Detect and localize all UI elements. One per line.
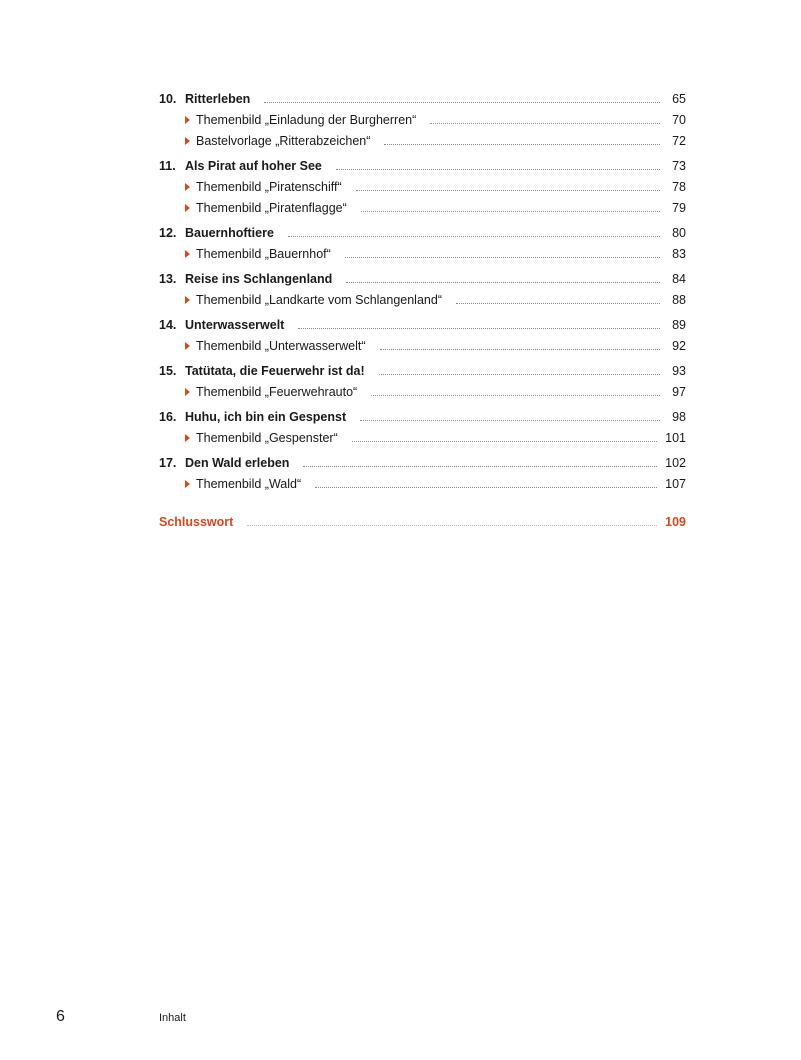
entry-title: Themenbild „Wald“: [196, 477, 302, 491]
dot-leader: [456, 303, 660, 304]
entry-page-number: 101: [665, 431, 686, 445]
entry-title: Bauernhoftiere: [185, 226, 274, 240]
toc-sub-entry: [159, 174, 686, 195]
entry-page-number: 93: [672, 364, 686, 378]
triangle-bullet-icon: [185, 250, 190, 258]
toc-sub-entry: [159, 471, 686, 492]
entry-title: Reise ins Schlangenland: [185, 272, 333, 286]
entry-title: Themenbild „Piratenschiff“: [196, 180, 342, 194]
entry-page-number: 107: [665, 477, 686, 491]
running-head: Inhalt: [159, 1012, 186, 1024]
dot-leader: [380, 349, 660, 350]
triangle-bullet-icon: [185, 137, 190, 145]
toc-chapter-entry: [159, 404, 686, 425]
chapter-number: 15.: [159, 364, 177, 378]
dot-leader: [315, 487, 657, 488]
entry-page-number: 80: [672, 226, 686, 240]
page-number: 6: [56, 1008, 65, 1025]
triangle-bullet-icon: [185, 342, 190, 350]
chapter-number: 12.: [159, 226, 177, 240]
toc-chapter-entry: [159, 86, 686, 107]
entry-page-number: 102: [665, 456, 686, 470]
entry-title: Themenbild „Bauernhof“: [196, 247, 331, 261]
dot-leader: [352, 441, 657, 442]
dot-leader: [345, 257, 660, 258]
entry-title: Bastelvorlage „Ritterabzeichen“: [196, 134, 371, 148]
chapter-number: 11.: [159, 159, 176, 173]
triangle-bullet-icon: [185, 116, 190, 124]
entry-title: Themenbild „Piratenflagge“: [196, 201, 347, 215]
chapter-number: 14.: [159, 318, 177, 332]
triangle-bullet-icon: [185, 480, 190, 488]
chapter-number: 17.: [159, 456, 177, 470]
dot-leader: [361, 211, 660, 212]
chapter-number: 13.: [159, 272, 177, 286]
entry-page-number: 65: [672, 92, 686, 106]
toc-chapter-entry: [159, 153, 686, 174]
dot-leader: [430, 123, 660, 124]
entry-title: Den Wald erleben: [185, 456, 290, 470]
toc-sub-entry: [159, 379, 686, 400]
entry-title: Themenbild „Gespenster“: [196, 431, 338, 445]
entry-page-number: 72: [672, 134, 686, 148]
toc-sub-entry: [159, 241, 686, 262]
entry-title: Schlusswort: [159, 515, 234, 529]
dot-leader: [371, 395, 660, 396]
triangle-bullet-icon: [185, 183, 190, 191]
toc-sub-entry: [159, 425, 686, 446]
entry-title: Themenbild „Landkarte vom Schlangenland“: [196, 293, 442, 307]
table-of-contents: [159, 86, 686, 530]
toc-sub-entry: [159, 107, 686, 128]
entry-title: Unterwasserwelt: [185, 318, 285, 332]
entry-page-number: 89: [672, 318, 686, 332]
entry-page-number: 109: [665, 515, 686, 529]
dot-leader: [336, 169, 660, 170]
toc-final-entry: [159, 509, 686, 530]
entry-page-number: 88: [672, 293, 686, 307]
toc-chapter-entry: [159, 358, 686, 379]
entry-page-number: 98: [672, 410, 686, 424]
entry-title: Tatütata, die Feuerwehr ist da!: [185, 364, 365, 378]
triangle-bullet-icon: [185, 204, 190, 212]
entry-page-number: 78: [672, 180, 686, 194]
chapter-number: 16.: [159, 410, 177, 424]
entry-page-number: 83: [672, 247, 686, 261]
entry-title: Themenbild „Einladung der Burgherren“: [196, 113, 417, 127]
dot-leader: [360, 420, 660, 421]
dot-leader: [264, 102, 660, 103]
entry-page-number: 73: [672, 159, 686, 173]
entry-page-number: 84: [672, 272, 686, 286]
dot-leader: [346, 282, 660, 283]
dot-leader: [303, 466, 657, 467]
entry-page-number: 70: [672, 113, 686, 127]
dot-leader: [288, 236, 660, 237]
entry-title: Themenbild „Feuerwehrauto“: [196, 385, 358, 399]
entry-page-number: 92: [672, 339, 686, 353]
dot-leader: [384, 144, 660, 145]
toc-chapter-entry: [159, 266, 686, 287]
entry-page-number: 97: [672, 385, 686, 399]
triangle-bullet-icon: [185, 388, 190, 396]
toc-sub-entry: [159, 287, 686, 308]
chapter-number: 10.: [159, 92, 177, 106]
toc-sub-entry: [159, 333, 686, 354]
entry-title: Als Pirat auf hoher See: [185, 159, 322, 173]
toc-chapter-entry: [159, 220, 686, 241]
dot-leader: [247, 525, 657, 526]
triangle-bullet-icon: [185, 296, 190, 304]
dot-leader: [298, 328, 660, 329]
entry-title: Huhu, ich bin ein Gespenst: [185, 410, 347, 424]
dot-leader: [379, 374, 660, 375]
entry-title: Ritterleben: [185, 92, 251, 106]
triangle-bullet-icon: [185, 434, 190, 442]
toc-chapter-entry: [159, 450, 686, 471]
entry-title: Themenbild „Unterwasserwelt“: [196, 339, 366, 353]
toc-chapter-entry: [159, 312, 686, 333]
entry-page-number: 79: [672, 201, 686, 215]
dot-leader: [356, 190, 660, 191]
toc-sub-entry: [159, 195, 686, 216]
toc-sub-entry: [159, 128, 686, 149]
